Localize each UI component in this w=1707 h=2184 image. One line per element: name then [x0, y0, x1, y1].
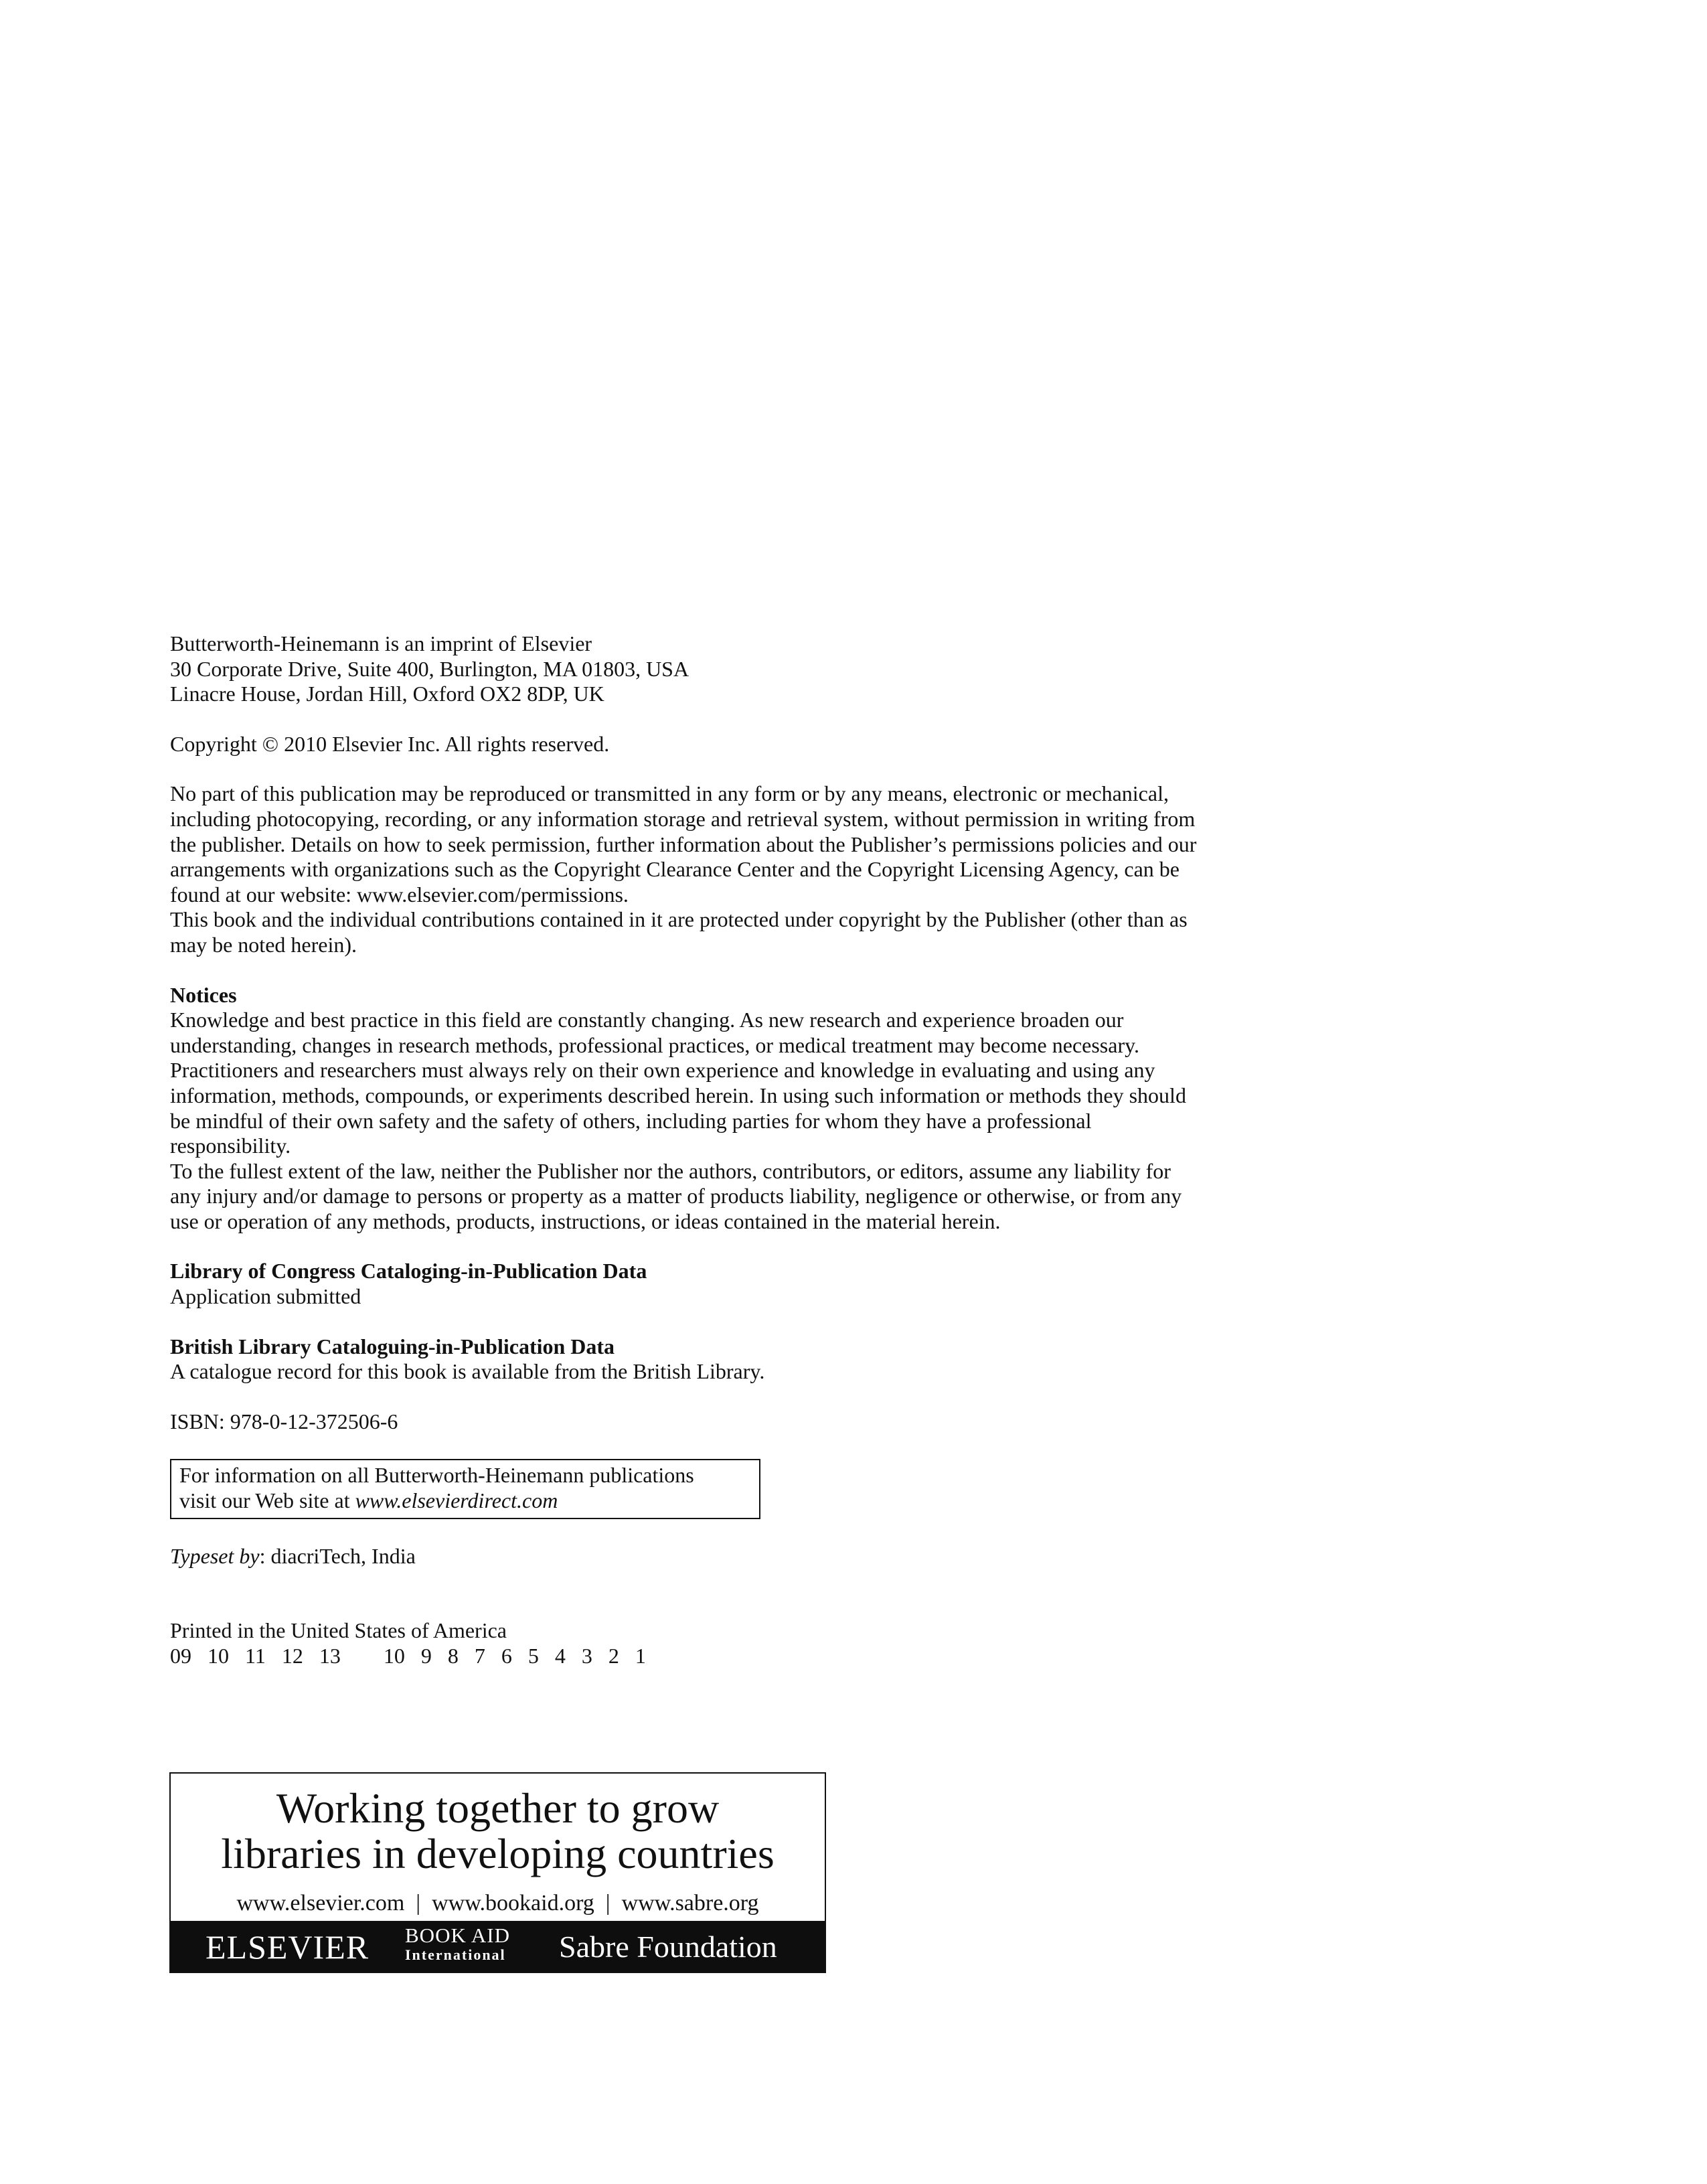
- permissions-line: found at our website: www.elsevier.com/permissions.: [170, 882, 629, 907]
- bookaid-logo: [405, 1925, 510, 1964]
- website-link[interactable]: www.elsevierdirect.com: [355, 1488, 558, 1513]
- banner-headline-line: Working together to grow: [276, 1784, 720, 1832]
- copyright-line: Copyright © 2010 Elsevier Inc. All rights reserved.: [170, 731, 610, 756]
- info-box-line: [179, 1488, 759, 1514]
- permissions-line: No part of this publication may be reproduced or transmitted in any form or by any means, electronic or mechanical,: [170, 781, 1169, 806]
- imprint-line: Butterworth-Heinemann is an imprint of Elsevier: [170, 631, 592, 655]
- imprint-block: [170, 631, 1308, 707]
- bookaid-logo-title: BOOK AID: [405, 1924, 510, 1947]
- notices-heading: Notices: [170, 982, 237, 1007]
- info-box: [170, 1459, 760, 1518]
- notices-line: any injury and/or damage to persons or property as a matter of products liability, negligence or otherwise, or from any: [170, 1184, 1182, 1208]
- permissions-line: may be noted herein).: [170, 932, 357, 957]
- print-numbers: 09 10 11 12 13 10 9 8 7 6 5 4 3 2 1: [170, 1643, 646, 1668]
- permissions-line: This book and the individual contributions contained in it are protected under copyright by the Publisher (other than as: [170, 907, 1188, 932]
- loc-heading: Library of Congress Cataloging-in-Publication Data: [170, 1259, 647, 1283]
- printed-block: [170, 1618, 1308, 1668]
- isbn: ISBN: 978-0-12-372506-6: [170, 1409, 398, 1433]
- notices-line: be mindful of their own safety and the safety of others, including parties for whom they have a professional: [170, 1108, 1092, 1133]
- banner-logo-bar: [171, 1921, 825, 1972]
- typeset-label: Typeset by: [170, 1543, 260, 1568]
- loc-text: Application submitted: [170, 1284, 361, 1309]
- info-box-prefix: visit our Web site at: [179, 1488, 355, 1513]
- printed-line: Printed in the United States of America: [170, 1618, 507, 1643]
- permissions-line: arrangements with organizations such as the Copyright Clearance Center and the Copyright Licensing Agency, can be: [170, 857, 1180, 882]
- banner-headline: [171, 1774, 825, 1877]
- imprint-address-uk: Linacre House, Jordan Hill, Oxford OX2 8DP, UK: [170, 682, 604, 706]
- notices-block: [170, 983, 1308, 1235]
- imprint-address-us: 30 Corporate Drive, Suite 400, Burlington, MA 01803, USA: [170, 656, 689, 681]
- bl-text: A catalogue record for this book is available from the British Library.: [170, 1359, 765, 1384]
- notices-line: information, methods, compounds, or experiments described herein. In using such information or methods they should: [170, 1083, 1186, 1107]
- banner-headline-line: libraries in developing countries: [221, 1830, 775, 1877]
- permissions-line: including photocopying, recording, or any information storage and retrieval system, without permission in writing from: [170, 806, 1196, 831]
- bookaid-logo-subtitle: International: [405, 1946, 506, 1963]
- notices-line: understanding, changes in research methods, professional practices, or medical treatment may become necessary.: [170, 1032, 1140, 1057]
- loc-block: [170, 1259, 1308, 1309]
- notices-line: Knowledge and best practice in this field are constantly changing. As new research and experience broaden our: [170, 1008, 1124, 1032]
- typeset-line: [170, 1544, 1308, 1569]
- permissions-line: the publisher. Details on how to seek permission, further information about the Publisher’s permissions policies and our: [170, 832, 1197, 856]
- notices-line: use or operation of any methods, products, instructions, or ideas contained in the material herein.: [170, 1208, 1001, 1233]
- info-box-line: For information on all Butterworth-Heinemann publications: [179, 1463, 694, 1488]
- copyright-text-block: [170, 631, 1308, 1668]
- bl-block: [170, 1334, 1308, 1385]
- book-aid-banner: [169, 1772, 826, 1973]
- notices-line: responsibility.: [170, 1134, 291, 1158]
- notices-line: To the fullest extent of the law, neither the Publisher nor the authors, contributors, or editors, assume any liability for: [170, 1158, 1171, 1183]
- elsevier-logo: ELSEVIER: [206, 1928, 370, 1966]
- permissions-block: [170, 781, 1308, 957]
- typeset-value: : diacriTech, India: [259, 1543, 416, 1568]
- notices-line: Practitioners and researchers must always rely on their own experience and knowledge in evaluating and using any: [170, 1058, 1155, 1083]
- sabre-logo: Sabre Foundation: [559, 1930, 777, 1964]
- banner-links: www.elsevier.com | www.bookaid.org | www.sabre.org: [236, 1891, 759, 1916]
- bl-heading: British Library Cataloguing-in-Publication Data: [170, 1334, 615, 1358]
